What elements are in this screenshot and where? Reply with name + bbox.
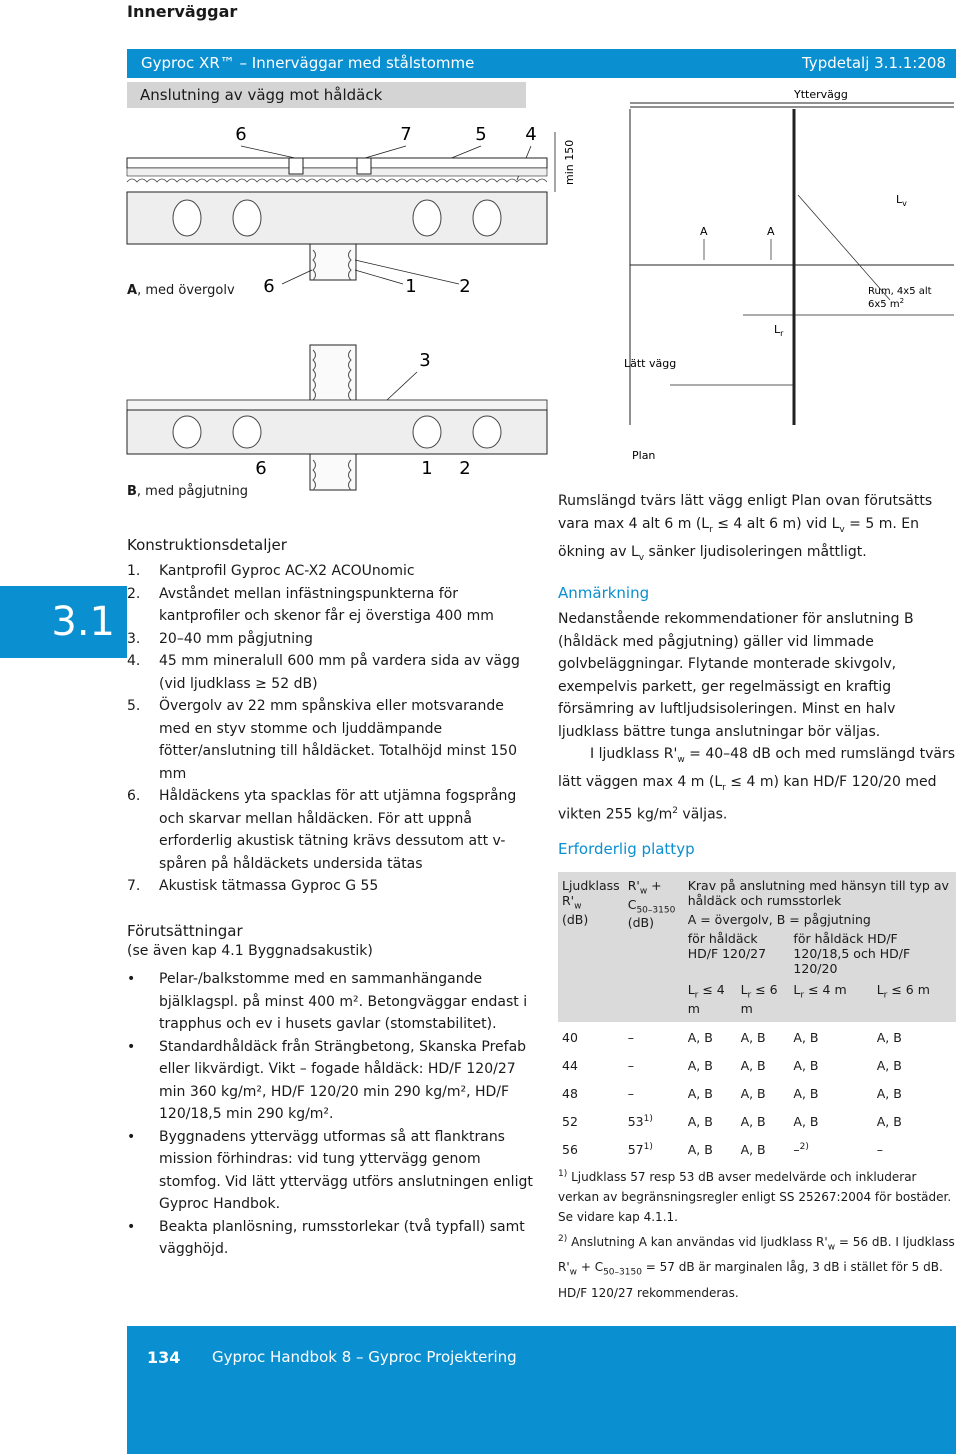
list-item: • Standardhåldäck från Strängbetong, Skanska Prefab eller likvärdigt. Vikt – fogade håldäck: HD/F 120/27 min 360 kg/m², HD/F 120/20 min 290 kg/m², HD/F 120/18,5 min 290 kg/m². (127, 1036, 533, 1126)
anmarkning-paragraph-1: Nedanstående rekommendationer för anslutning B (håldäck med pågjutning) gäller vid limmade golvbeläggningar. Flytande monterade skivgolv, exempelvis parkett, ger regelmässigt en kraftig försämring av luftljudsisoleringen. Minst en halv ljudklass bättre tunga anslutningar bör väljas. (558, 611, 914, 740)
drawing-a-num-4: 4 (525, 124, 537, 145)
room-length-paragraph: Rumslängd tvärs lätt vägg enligt Plan ovan förutsätts vara max 4 alt 6 m ($L_r \le 4$ alt 6 m) vid $L_v = 5$ m. En ökning av $L_v$ sänker ljudisoleringen måttligt. (558, 493, 933, 563)
drawing-a-num-1: 1 (405, 276, 417, 297)
drawing-b-num-1: 1 (421, 458, 433, 479)
table-row: 40 – A, B A, B A, B A, B (562, 1029, 902, 1045)
dimension-label: min 150 (563, 139, 576, 185)
group-header-20: för håldäck HD/F 120/18,5 och HD/F 120/20 (789, 927, 956, 976)
list-item: 5. Övergolv av 22 mm spånskiva eller motsvarande med en styv stomme och ljuddämpande fötter/anslutning till håldäcket. Totalhöjd minst 150 mm (127, 698, 517, 782)
section-tab: 3.1 (0, 586, 127, 658)
table-footnotes (558, 1164, 956, 1303)
plan-latt-vagg: Lätt vägg (624, 357, 677, 370)
footnote-1: $^{1)}$ Ljudklass 57 resp 53 dB avser medelvärde och inkluderar verkan av begränsningsregler enligt SS 25267:2004 för bostäder. Se vidare kap 4.1.1. (558, 1169, 952, 1224)
table-row: 48 – A, B A, B A, B A, B (562, 1085, 902, 1101)
drawing-b-num-3: 3 (419, 350, 431, 371)
title-bar (127, 49, 956, 78)
plan-lr: $L_r$ (774, 323, 784, 338)
footer-text: Gyproc Handbok 8 – Gyproc Projektering (212, 1348, 517, 1366)
col-header-ab: A = övergolv, B = pågjutning (684, 908, 956, 927)
sub-header: $L_r \le 4$ m (789, 976, 872, 1022)
drawing-a-caption: A, med övergolv (127, 283, 235, 298)
requirement-table (558, 872, 956, 1162)
plan-a1: A (700, 225, 708, 238)
drawing-a (127, 124, 576, 297)
drawing-a-num-7: 7 (400, 124, 412, 145)
anmarkning-section (558, 584, 958, 826)
plan-drawing (560, 85, 956, 465)
table-heading: Erforderlig plattyp (558, 840, 695, 858)
list-item: 2. Avståndet mellan infästningspunkterna för kantprofiler och skenor får ej överstiga 400 mm (127, 585, 494, 624)
page-number: 134 (147, 1348, 181, 1367)
subtitle-bar (127, 82, 526, 108)
forutsattningar-subheading: (se även kap 4.1 Byggnadsakustik) (127, 942, 373, 959)
drawing-a-num-2: 2 (459, 276, 471, 297)
list-item: 7. Akustisk tätmassa Gyproc G 55 (127, 878, 379, 894)
subtitle: Anslutning av vägg mot håldäck (140, 86, 383, 104)
sub-header: $L_r \le 6$ m (737, 976, 790, 1022)
konstruktion-heading: Konstruktionsdetaljer (127, 536, 287, 554)
plan-caption: Plan (632, 449, 656, 462)
detail-reference: Typdetalj 3.1.1:208 (801, 54, 946, 72)
list-item: • Byggnadens yttervägg utformas så att flanktrans mission förhindras: vid tung yttervägg genom stomfog. Vid lätt yttervägg utförs anslutningen enligt Gyproc Handbok. (127, 1126, 533, 1216)
group-header-27: för håldäck HD/F 120/27 (684, 927, 790, 976)
list-item: 3. 20–40 mm pågjutning (127, 630, 313, 647)
plan-yttervagg: Yttervägg (794, 88, 848, 101)
page-title: Gyproc XR™ – Innerväggar med stålstomme (141, 54, 475, 72)
drawing-b-num-6: 6 (255, 458, 267, 479)
sub-header: $L_r \le 6$ m (873, 976, 956, 1022)
table-row: 44 – A, B A, B A, B A, B (562, 1057, 902, 1073)
list-item: • Beakta planlösning, rumsstorlekar (två typfall) samt vägghöjd. (127, 1216, 533, 1261)
col-header-krav: Krav på anslutning med hänsyn till typ av håldäck och rumsstorlek (684, 872, 956, 908)
drawing-b-num-2: 2 (459, 458, 471, 479)
list-item: • Pelar-/balkstomme med en sammanhängande bjälklagspl. på minst 400 m². Betongväggar endast i trapphus och ev i husets gavlar (stomstabilitet). (127, 968, 533, 1036)
anmarkning-heading: Anmärkning (558, 584, 650, 602)
drawing-b (127, 345, 547, 490)
section-drawings (127, 110, 576, 500)
footnote-2: $^{2)}$ Anslutning A kan användas vid ljudklass $R'_w = 56$ dB. I ljudklass $R'_w + C_{50-3150} = 57$ dB är marginalen låg, 3 dB i stället för 5 dB. HD/F 120/27 rekommenderas. (558, 1234, 955, 1300)
col-header-ljudklass: Ljudklass $R'_w$ (dB) (558, 872, 624, 1022)
plan-rum2: 6x5 $m^2$ (868, 297, 905, 310)
table-row: 52 53$^{1)}$ A, B A, B A, B A, B (562, 1113, 902, 1129)
forutsattningar-heading: Förutsättningar (127, 921, 243, 940)
section-title: Innerväggar (127, 2, 238, 21)
plan-a2: A (767, 225, 775, 238)
sub-header: $L_r \le 4$ m (684, 976, 737, 1022)
konstruktion-section (127, 536, 533, 1261)
drawing-b-caption: B, med pågjutning (127, 484, 248, 499)
footer (127, 1326, 956, 1454)
forutsattningar-list (127, 968, 533, 1261)
table-row: 56 57$^{1)}$ A, B A, B –$^{2)}$ – (562, 1141, 883, 1157)
drawing-a-num-6: 6 (235, 124, 247, 145)
plan-lv: $L_v$ (896, 193, 907, 208)
anmarkning-paragraph-2: I ljudklass $R'_w = 40-48$ dB och med rumslängd tvärs lätt väggen max 4 m ($L_r \le 4$ m) kan HD/F 120/20 med vikten 255 $kg/m^2$ väljas. (558, 746, 956, 823)
list-item: 6. Håldäckens yta spacklas för att utjämna fogsprång och skarvar mellan håldäcken. För att uppnå erforderlig akustisk tätning krävs dessutom att v-spåren på håldäckets undersida tätas (127, 788, 517, 872)
konstruktion-list (127, 560, 533, 898)
col-header-rw-c: $R'_w$ + $C_{50-3150}$ (dB) (624, 872, 684, 1022)
list-item: 1. Kantprofil Gyproc AC-X2 ACOUnomic (127, 563, 415, 579)
drawing-a-num-5: 5 (475, 124, 487, 145)
list-item: 4. 45 mm mineralull 600 mm på vardera sida av vägg (vid ljudklass ≥ 52 dB) (127, 653, 520, 692)
drawing-a-num-6b: 6 (263, 276, 275, 297)
plan-rum: Rum, 4x5 alt (868, 286, 932, 297)
